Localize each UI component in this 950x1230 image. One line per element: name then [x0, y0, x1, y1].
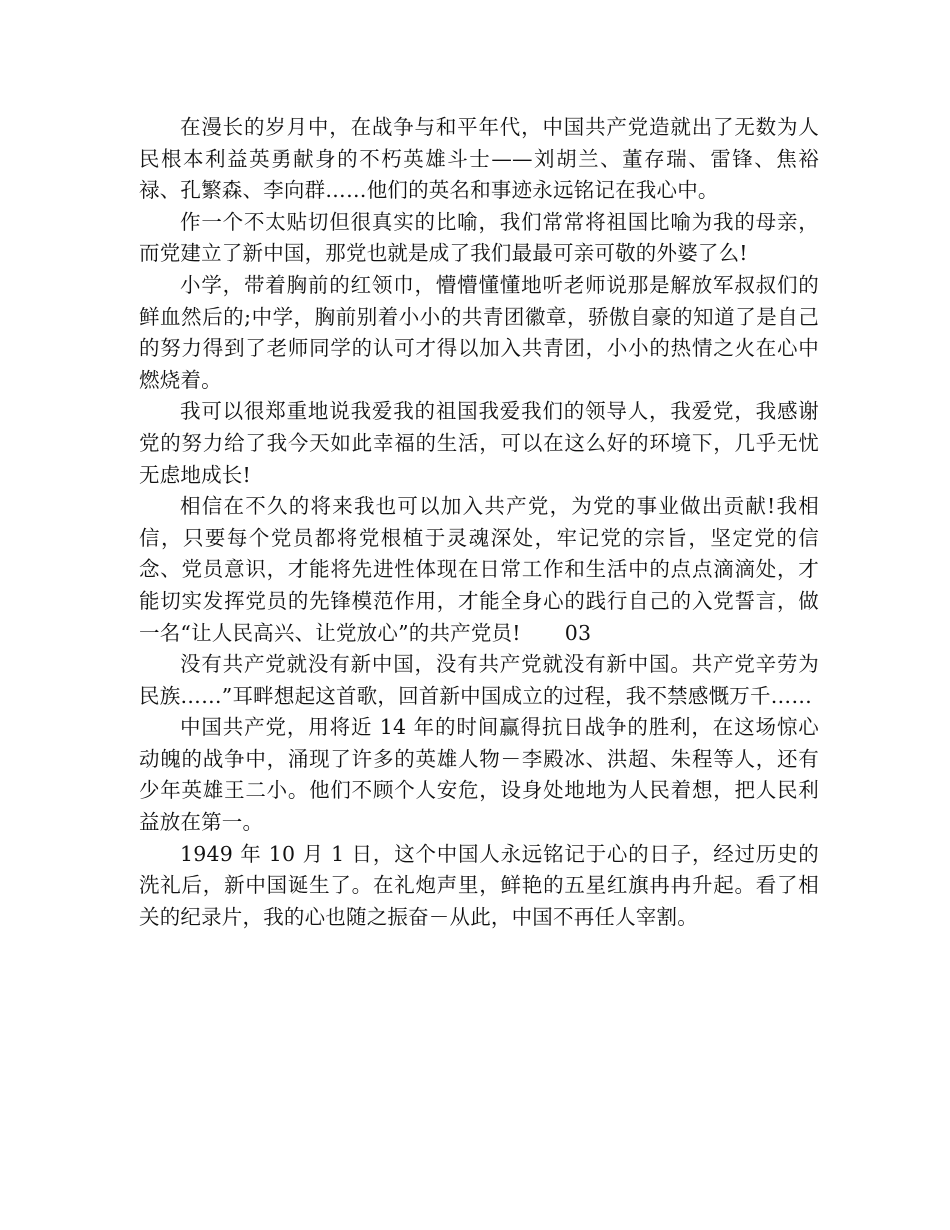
paragraph-1-text: 在漫长的岁月中，在战争与和平年代，中国共产党造就出了无数为人民根本利益英勇献身的不朽英雄斗士——刘胡兰、董存瑞、雷锋、焦裕禄、孔繁森、李向群……他们的英名和事迹永远铭记在我心中。: [139, 115, 819, 203]
paragraph-2: [139, 207, 819, 270]
paragraph-2-text: 作一个不太贴切但很真实的比喻，我们常常将祖国比喻为我的母亲，而党建立了新中国，那党也就是成了我们最最可亲可敬的外婆了么!: [139, 209, 819, 266]
paragraph-6-text: 没有共产党就没有新中国，没有共产党就没有新中国。共产党辛劳为民族……”耳畔想起这首歌，回首新中国成立的过程，我不禁感慨万千……: [139, 652, 819, 708]
section-number: 03: [564, 620, 592, 645]
paragraph-5-text: 相信在不久的将来我也可以加入共产党，为党的事业做出贡献!我相信，只要每个党员都将党根植于灵魂深处，牢记党的宗旨，坚定党的信念、党员意识，才能将先进性体现在日常工作和生活中的点点滴滴处，才能切实发挥党员的先锋模范作用，才能全身心的践行自己的入党誓言，做一名“让人民高兴、让党放心”的共产党员!: [139, 494, 819, 645]
paragraph-5: [139, 491, 819, 649]
paragraph-7-text: 中国共产党，用将近 14 年的时间赢得抗日战争的胜利，在这场惊心动魄的战争中，涌现了许多的英雄人物－李殿冰、洪超、朱程等人，还有少年英雄王二小。他们不顾个人安危，设身处地地为人民着想，把人民利益放在第一。: [139, 715, 819, 835]
paragraph-8: [139, 839, 819, 934]
paragraph-7: [139, 712, 819, 838]
paragraph-4: [139, 396, 819, 491]
paragraph-3: [139, 270, 819, 396]
paragraph-8-text: 1949 年 10 月 1 日，这个中国人永远铭记于心的日子，经过历史的洗礼后，新中国诞生了。在礼炮声里，鲜艳的五星红旗冉冉升起。看了相关的纪录片，我的心也随之振奋－从此，中国不再任人宰割。: [139, 841, 819, 929]
paragraph-4-text: 我可以很郑重地说我爱我的祖国我爱我们的领导人，我爱党，我感谢党的努力给了我今天如此幸福的生活，可以在这么好的环境下，几乎无忧无虑地成长!: [139, 399, 819, 487]
document-body: [139, 112, 819, 933]
paragraph-6: [139, 649, 819, 712]
paragraph-1: [139, 112, 819, 207]
paragraph-3-text: 小学，带着胸前的红领巾，懵懵懂懂地听老师说那是解放军叔叔们的鲜血然后的;中学，胸前别着小小的共青团徽章，骄傲自豪的知道了是自己的努力得到了老师同学的认可才得以加入共青团，小小的热情之火在心中燃烧着。: [139, 272, 819, 392]
